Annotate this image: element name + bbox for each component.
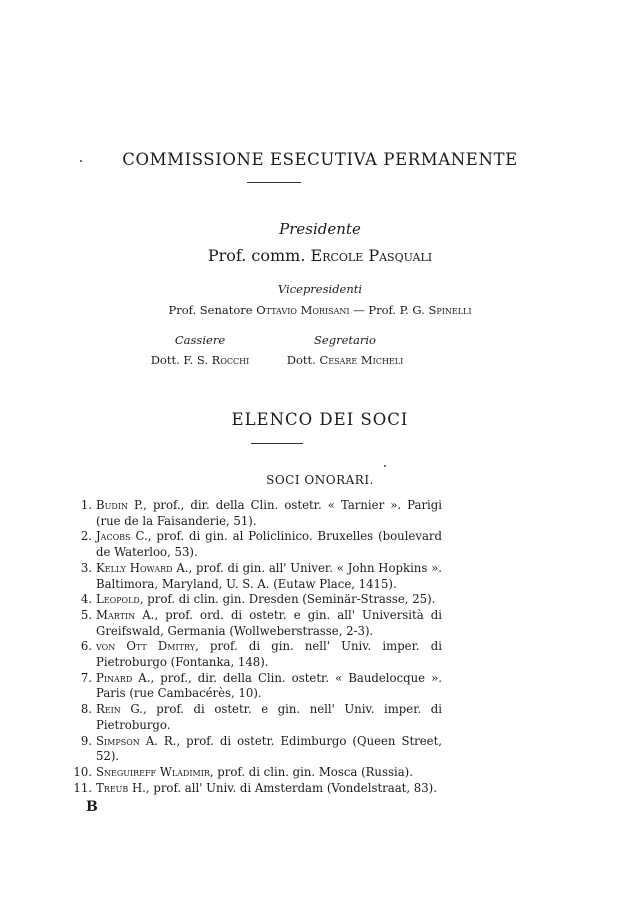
cashier-prefix: Dott. <box>150 353 180 367</box>
member-details: , prof. di ostetr. Edimburgo (Queen Street, 52). <box>96 733 442 764</box>
signature-mark: B <box>86 799 98 815</box>
member-details: , prof., dir. della Clin. ostetr. « Tarnier ». Parigi (rue de la Faisanderie, 51). <box>96 498 442 528</box>
cashier-line <box>130 353 270 367</box>
list-item <box>70 765 442 781</box>
member-details: , prof. di gin. all' Univer. « John Hopkins ». Baltimora, Maryland, U. S. A. (Eutaw Place, 1415). <box>96 560 443 591</box>
list-item <box>70 734 442 765</box>
list-item <box>70 608 442 639</box>
member-name: Budin P. <box>96 498 144 512</box>
secretary-prefix: Dott. <box>286 353 316 367</box>
member-details: , prof. di clin. gin. Mosca (Russia). <box>209 764 413 779</box>
entry-number: 2. <box>80 529 92 544</box>
entry-number: 9. <box>80 733 92 748</box>
list-item <box>70 781 442 797</box>
member-details: , prof. all' Univ. di Amsterdam (Vondelstraat, 83). <box>145 780 437 795</box>
entry-number: 11. <box>73 780 92 795</box>
vicepresidents-line <box>0 303 622 317</box>
members-divider <box>251 443 303 444</box>
member-name: Treub H. <box>96 780 146 795</box>
entry-number: 4. <box>80 592 92 607</box>
member-name: Kelly Howard A. <box>96 560 189 575</box>
title-divider <box>247 182 301 183</box>
page-title: COMMISSIONE ESECUTIVA PERMANENTE <box>122 150 518 169</box>
entry-number: 6. <box>80 639 92 654</box>
secretary-line <box>270 353 420 367</box>
list-item <box>70 702 442 733</box>
president-role: Presidente <box>279 220 361 238</box>
list-item <box>70 561 442 592</box>
vicepresidents-role: Vicepresidenti <box>277 282 363 296</box>
honorary-members-subtitle: SOCI ONORARI. <box>266 473 374 487</box>
member-details: , prof., dir. della Clin. ostetr. « Baudelocque ». Paris (rue Cambacérès, 10). <box>96 670 442 701</box>
page-speck <box>384 465 386 467</box>
vicepresident-1-name: Ottavio Morisani <box>256 303 350 317</box>
member-name: Martin A. <box>96 607 155 622</box>
entry-number: 7. <box>80 670 92 685</box>
member-name: Pinard A. <box>96 670 151 685</box>
president-prefix: Prof. comm. <box>207 246 306 265</box>
members-title: ELENCO DEI SOCI <box>231 410 409 429</box>
cashier-name: F. S. Rocchi <box>183 353 250 367</box>
member-name: von Ott Dmitry <box>96 639 196 654</box>
member-details: , prof. di gin. nell' Univ. imper. di Pietroburgo (Fontanka, 148). <box>96 639 442 670</box>
vicepresident-2-prefix: Prof. <box>368 303 397 317</box>
list-item <box>70 498 442 529</box>
member-name: Jacobs C. <box>96 529 148 544</box>
entry-number: 1. <box>80 498 92 512</box>
member-details: , prof. di ostetr. e gin. nell' Univ. imper. di Pietroburgo. <box>96 702 442 732</box>
member-name: Rein G. <box>96 702 143 717</box>
member-name: Sneguireff Wladimir <box>96 764 210 779</box>
list-item <box>70 592 442 608</box>
entry-number: 5. <box>80 607 92 622</box>
vicepresidents-separator: — <box>353 303 365 317</box>
secretary-role: Segretario <box>314 333 376 347</box>
list-item <box>70 639 442 670</box>
entry-number: 3. <box>80 560 92 575</box>
president-line <box>0 246 622 265</box>
member-details: , prof. di gin. al Policlinico. Bruxelles (boulevard de Waterloo, 53). <box>96 529 442 560</box>
cashier-role: Cassiere <box>174 333 226 347</box>
vicepresident-2-name: P. G. Spinelli <box>399 303 472 317</box>
vicepresident-1-prefix: Prof. Senatore <box>168 303 253 317</box>
entry-number: 8. <box>80 702 92 717</box>
member-details: , prof. ord. di ostetr. e gin. all' Università di Greifswald, Germania (Wollweberstrasse, 2-3). <box>96 607 442 638</box>
president-name: Ercole Pasquali <box>310 246 433 265</box>
list-item <box>70 529 442 560</box>
member-details: , prof. di clin. gin. Dresden (Seminär-Strasse, 25). <box>139 592 436 607</box>
honorary-members-list <box>70 498 442 796</box>
member-name: Simpson A. R. <box>96 733 177 748</box>
entry-number: 10. <box>73 764 92 779</box>
list-item <box>70 671 442 702</box>
member-name: Leopold <box>96 592 140 607</box>
secretary-name: Cesare Micheli <box>319 353 404 367</box>
